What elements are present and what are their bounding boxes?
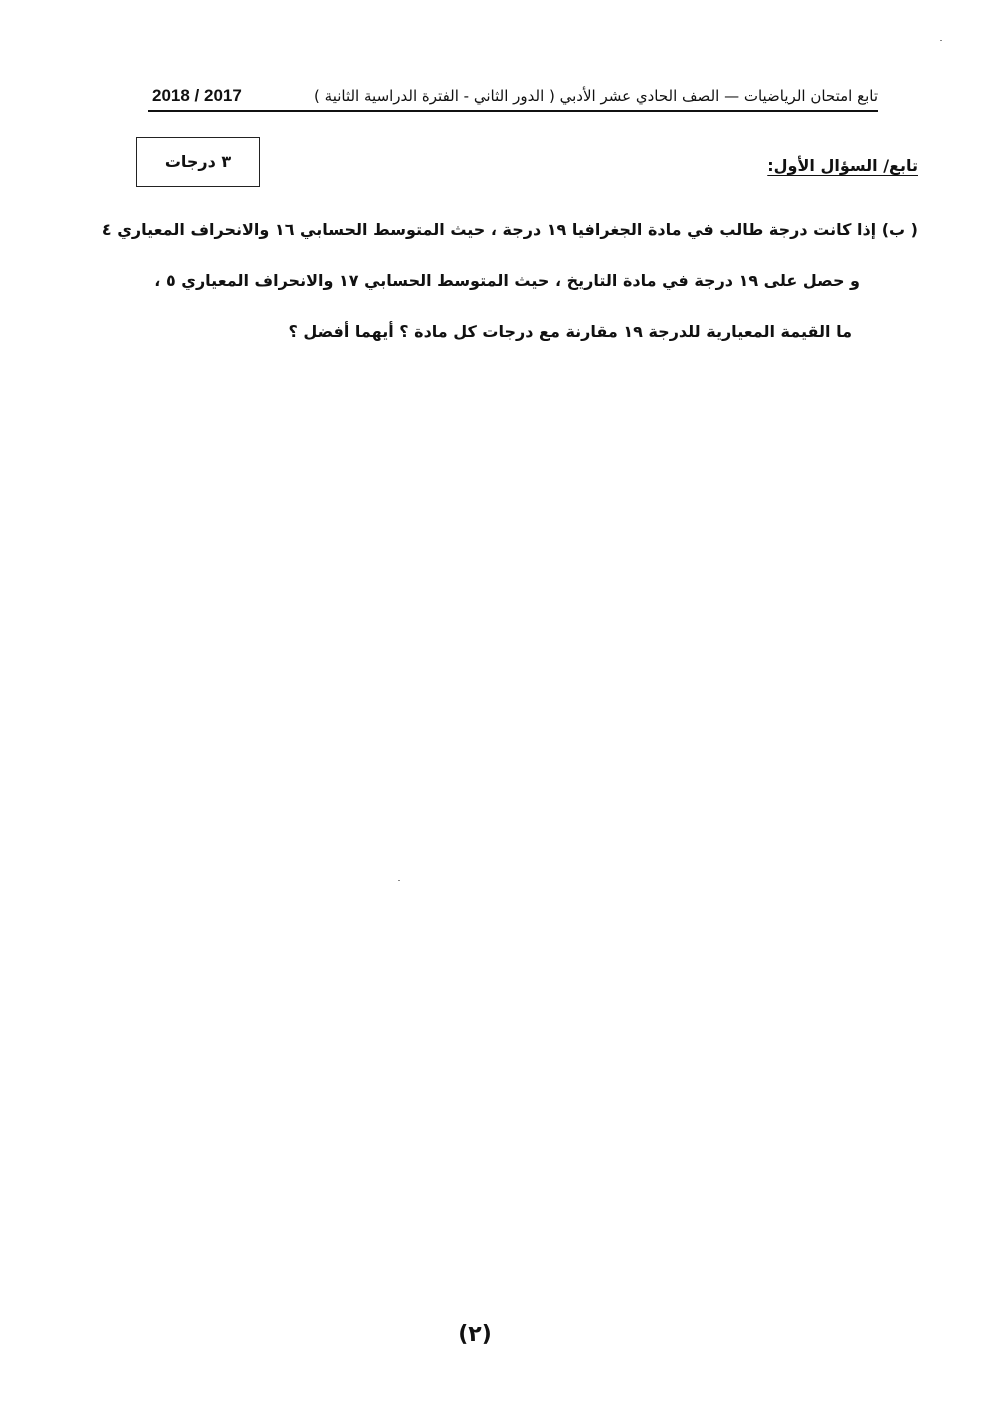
marks-label: ٣ درجات — [164, 152, 232, 171]
question-title: تابع/ السؤال الأول: — [767, 156, 918, 175]
exam-header-title: تابع امتحان الرياضيات — الصف الحادي عشر الأدبي ( الدور الثاني - الفترة الدراسية الثانية ) — [314, 87, 878, 105]
page-number: (٢) — [458, 1322, 492, 1347]
scan-speck — [398, 880, 400, 881]
question-line-3: ما القيمة المعيارية للدرجة ١٩ مقارنة مع درجات كل مادة ؟ أيهما أفضل ؟ — [288, 322, 852, 341]
question-line-2: و حصل على ١٩ درجة في مادة التاريخ ، حيث المتوسط الحسابي ١٧ والانحراف المعياري ٥ ، — [154, 271, 860, 290]
question-line-1: ( ب) إذا كانت درجة طالب في مادة الجغرافيا ١٩ درجة ، حيث المتوسط الحسابي ١٦ والانحراف المعياري ٤ — [101, 220, 918, 239]
exam-header — [148, 84, 878, 112]
scan-speck — [940, 40, 942, 41]
marks-box — [136, 137, 260, 187]
exam-year: 2018 / 2017 — [152, 86, 242, 105]
